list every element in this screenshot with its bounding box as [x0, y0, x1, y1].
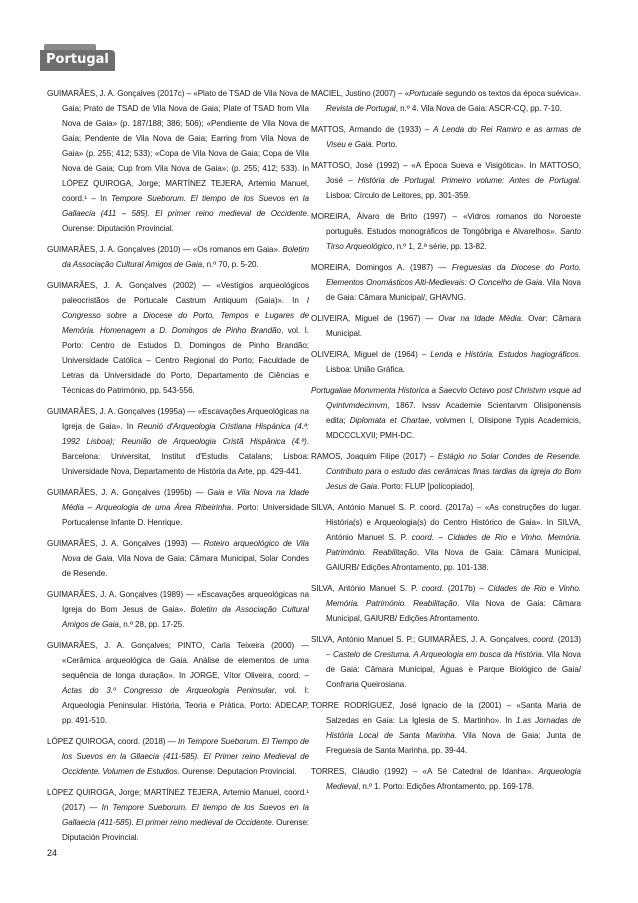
reference-entry	[311, 260, 581, 305]
reference-text-segment: . Vila Nova de Gaia: Câmara Municipal/, GHAVNG.	[326, 278, 581, 302]
reference-text-segment: . Lisboa: União Gráfica.	[326, 350, 581, 374]
reference-text-segment: . Vila Nova de Gaia: Câmara Municipal, GAIURB/ Edições Afrontamento.	[326, 599, 581, 623]
reference-entry	[47, 785, 309, 845]
reference-title-segment: coord.	[532, 635, 556, 644]
reference-text-segment: . Ovar: Câmara Municipal.	[326, 314, 582, 338]
reference-text-segment: . Vila Nova de Gaia: Câmara Municipal, Águas e Parque Biológico de Gaia/ Confraria Queirosiana.	[326, 650, 581, 689]
reference-text-segment: , n.º 1, 2.ª série, pp. 13-82.	[392, 242, 487, 251]
page-number: 24	[47, 848, 58, 858]
reference-title-segment: In Tempore Sueborum. El tiempo de los Suevos en la Gallaecia (411-585). El primer reino medieval de Occidente	[62, 803, 309, 827]
reference-title-segment: Revista de Portugal	[326, 104, 396, 113]
reference-entry	[311, 383, 581, 443]
reference-title-segment: Boletim da Associação Cultural Amigos de Gaia	[62, 605, 309, 629]
reference-text-segment: , vol. I. Porto: Centro de Estudos D. Domingos de Pinho Brandão; Universidade Católica – Centro Regional do Porto; Faculdade de Letras da Universidade do Porto, Departamento de Ciências e Técnicas do Património, pp. 543-556.	[62, 326, 310, 395]
reference-text-segment: . Vila Nova de Gaia: Câmara Municipal, GAIURB/ Edições Afrontamento, pp. 101-138.	[326, 548, 581, 572]
reference-entry	[47, 638, 309, 728]
reference-text-segment: LÓPEZ QUIROGA, Jorge; MARTÍNEZ TEJERA, Artemio Manuel, coord.¹ (2017) —	[47, 788, 309, 812]
section-badge: Portugal	[40, 50, 115, 71]
reference-text-segment: MATTOSO, José (1992) – «A Época Sueva e Visigótica». In MATTOSO, José –	[311, 161, 581, 185]
reference-entry	[311, 86, 581, 116]
reference-text-segment: GUIMARÃES, J. A. Gonçalves (1993) —	[47, 539, 204, 548]
reference-title-segment: Diplomata et Chartae	[349, 416, 430, 425]
reference-text-segment: . Vila Nova de Gaia: Junta de Freguesia de Santa Marinha, pp. 39-44.	[326, 731, 582, 755]
reference-text-segment: . Barcelona: Universitat, Institut d'Estudis Catalans; Lisboa: Universidade Nova, Departamento de História da Arte, pp. 429-441.	[62, 437, 309, 476]
reference-title-segment: Boletim da Associação Cultural Amigos de Gaia	[62, 245, 309, 269]
reference-text-segment: TORRE RODRÍGUEZ, José Ignacio de la (2001) – «Santa Maria de Salzedas en Gaia: La Iglesia de S. Martinho». In	[311, 701, 581, 725]
reference-text-segment: OLIVEIRA, Miguel de (1964) –	[311, 350, 431, 359]
reference-title-segment: Portucale	[409, 89, 443, 98]
reference-text-segment: , n.º 1. Porto: Edições Afrontamento, pp. 169-178.	[358, 782, 534, 791]
reference-text-segment: . Ourense: Diputación Provincial.	[62, 818, 309, 842]
reference-entry	[311, 764, 581, 794]
reference-title-segment: História de Portugal. Primeiro volume: Antes de Portugal	[357, 176, 579, 185]
reference-title-segment: Reunió d'Arqueologia Cristiana Hispánica (4.ª: 1992 Lisboa); Reunião de Arqueologia Cristã Hispânica (4.ª)	[62, 422, 309, 446]
reference-title-segment: Portugaliae Monvmenta Historica a Saecvlo Octavo post Christvm vsque ad Qvintvmdecimvm	[311, 386, 581, 410]
reference-text-segment: . Lisboa: Círculo de Leitores, pp. 301-359.	[326, 176, 581, 200]
reference-entry	[47, 485, 309, 530]
reference-title-segment: Santo Tirso Arqueológico	[326, 227, 581, 251]
reference-text-segment: . Porto.	[371, 140, 398, 149]
reference-text-segment: , n.º 4. Vila Nova de Gaia: ASCR-CQ, pp. 7-10.	[395, 104, 562, 113]
reference-text-segment: OLIVEIRA, Miguel de (1967) —	[311, 314, 439, 323]
reference-text-segment: GUIMARÃES, J. A. Gonçalves; PINTO, Carla Teixeira (2000) — «Cerâmica arqueológica de Gaia. Análise de elementos de uma sequência de longa duração». In JORGE, Vítor Oliveira, coord. –	[47, 641, 309, 680]
reference-text-segment: GUIMARÃES, J. A. Gonçalves (2010) — «Os romanos em Gaia».	[47, 245, 283, 254]
reference-text-segment: GUIMARÃES, J. A. Gonçalves (1995a) — «Escavações Arqueológicas na Igreja de Gaia». In	[47, 407, 309, 431]
reference-entry	[47, 587, 309, 632]
reference-text-segment: . Porto: FLUP [policopiado].	[377, 482, 475, 491]
reference-entry	[311, 347, 581, 377]
reference-title-segment: Actas do 3.º Congresso de Arqueologia Peninsular	[62, 686, 275, 695]
reference-entry	[311, 122, 581, 152]
reference-entry	[311, 581, 581, 626]
reference-text-segment: SILVA, António Manuel S. P.; GUIMARÃES, J. A. Gonçalves,	[311, 635, 533, 644]
reference-text-segment: , n.º 28, pp. 17-25.	[118, 620, 185, 629]
reference-text-segment: GUIMARÃES, J. A. Gonçalves (1995b) —	[47, 488, 208, 497]
reference-entry	[311, 632, 581, 692]
reference-text-segment: GUIMARÃES, J. A. Gonçalves (1989) — «Escavações arqueológicas na Igreja do Bom Jesus de Gaia».	[47, 590, 309, 614]
reference-title-segment: coord.	[421, 584, 444, 593]
reference-entry	[311, 209, 581, 254]
bibliography-right-column	[311, 86, 581, 800]
reference-entry	[47, 242, 309, 272]
reference-text-segment: MATTOS, Armando de (1933) –	[311, 125, 434, 134]
reference-title-segment: coord. – Cidades de Rio e Vinho. Memória. Património. Reabilitação	[326, 533, 581, 557]
reference-title-segment: Ovar na Idade Média	[438, 314, 521, 323]
reference-text-segment: . Ourense: Diputación Provincial.	[62, 209, 309, 233]
reference-title-segment: Estágio no Solar Condes de Resende. Contributo para o estudo das cerâmicas finas tardias da igreja do Bom Jesus de Gaia	[326, 452, 581, 491]
reference-text-segment: RAMOS, Joaquim Filipe (2017) –	[311, 452, 438, 461]
reference-title-segment: Tempore Sueborum. El tiempo de los Suevos en la Gallaecia (411 – 585). El primer reino medieval de Occidente	[62, 194, 309, 218]
reference-text-segment: MOREIRA, Álvaro de Brito (1997) – «Vidros romanos do Noroeste português. Estudos monográficos de Tongóbriga e Alvarelhos».	[311, 212, 581, 236]
reference-text-segment: , n.º 70, p. 5-20.	[202, 260, 259, 269]
reference-title-segment: 1.as Jornadas de História Local de Santa Marinha	[326, 716, 581, 740]
reference-title-segment: Gaia e Vila Nova na Idade Média – Arqueologia de uma Área Ribeirinha	[62, 488, 309, 512]
reference-text-segment: GUIMARÃES, J. A. Gonçalves (2002) — «Vestígios arqueológicos paleocristãos de Portucale Castrum Antiquum (Gaia)». In	[47, 281, 309, 305]
reference-entry	[47, 278, 309, 398]
reference-title-segment: Arqueologia Medieval	[326, 767, 581, 791]
reference-text-segment: . Ourense: Deputacion Provincial.	[177, 767, 297, 776]
reference-text-segment: , vol. I: Arqueologia Peninsular. História, Teoria e Prática. Porto: ADECAP, pp. 491-510.	[62, 686, 309, 725]
reference-text-segment: SILVA, António Manuel S. P. coord. (2017a) – «As construções do lugar. História(s) e Arqueologia(s) do Centro Histórico de Gaia». In SILVA, António Manuel S. P.	[311, 503, 581, 542]
reference-text-segment: (2013) –	[326, 635, 581, 659]
reference-entry	[47, 734, 309, 779]
reference-title-segment: I Congresso sobre a Diocese do Porto, Tempos e Lugares de Memória. Homenagem a D. Domingos de Pinho Brandão	[62, 296, 309, 335]
reference-title-segment: Roteiro arqueológico de Vila Nova de Gaia	[62, 539, 309, 563]
reference-text-segment: segundo os textos da época suévica».	[442, 89, 581, 98]
reference-text-segment: TORRES, Cláudio (1992) – «A Sé Catedral de Idanha».	[311, 767, 534, 776]
reference-title-segment: In Tempore Sueborum. El Tiempo de los Suevos en la Gllaecia (411-585). El Primer reino Medieval de Occidente. Volumen de Estudios	[62, 737, 309, 776]
reference-text-segment: . Vila Nova de Gaia: Câmara Municipal, Solar Condes de Resende.	[62, 554, 309, 578]
reference-text-segment: (2017b) –	[443, 584, 488, 593]
reference-text-segment: MOREIRA, Domingos A. (1987) —	[311, 263, 452, 272]
reference-entry	[47, 536, 309, 581]
reference-entry	[311, 449, 581, 494]
reference-title-segment: Castelo de Crestuma. A Arqueologia em busca da História	[333, 650, 542, 659]
reference-entry	[311, 500, 581, 575]
reference-text-segment: . Porto: Universidade Portucalense Infante D. Henrique.	[62, 503, 310, 527]
reference-text-segment: SILVA, António Manuel S. P.	[311, 584, 422, 593]
reference-title-segment: A Lenda do Rei Ramiro e as armas de Viseu e Gaia	[326, 125, 581, 149]
reference-entry	[311, 698, 581, 758]
reference-text-segment: GUIMARÃES, J. A. Gonçalves (2017c) – «Plato de TSAD de Vila Nova de Gaia; Prato de TSAD de Vila Nova de Gaia; Plate of TSAD from Vila Nova de Gaia» (p. 187/188; 386; 506); «Pendiente de Vila Nova de Gaia; Pendente de Vila Nova de Gaia; Earring from Vila Nova de Gaia» (p. 255; 412; 533); «Copa de Vila Nova de Gaia; Copa de Vila Nova de Gaia; Cup from Vila Nova de Gaia»; (p. 255; 412; 533). In LÓPEZ QUIROGA, Jorge; MARTÍNEZ TEJERA, Artemio Manuel, coord.¹ – In	[47, 89, 309, 203]
reference-entry	[47, 404, 309, 479]
reference-title-segment: Freguesias da Diocese do Porto. Elementos Onomásticos Alti-Medievais: O Concelho de Gaia	[326, 263, 581, 287]
reference-entry	[311, 311, 581, 341]
reference-title-segment: Cidades de Rio e Vinho. Memória. Património. Reabilitação	[326, 584, 581, 608]
reference-title-segment: Lenda e História. Estudos hagiográficos	[430, 350, 579, 359]
bibliography-left-column	[47, 86, 309, 851]
reference-text-segment: LÓPEZ QUIROGA, coord. (2018) —	[47, 737, 178, 746]
reference-text-segment: , 1867. Ivssv Academie Scientarvm Olisiponensis edita;	[326, 401, 581, 425]
reference-entry	[47, 86, 309, 236]
reference-entry	[311, 158, 581, 203]
reference-text-segment: , volvmen I, Olisipone Typis Academicis, MDCCCLXVII; PMH-DC.	[326, 416, 581, 440]
reference-text-segment: MACIEL, Justino (2007) – «	[311, 89, 410, 98]
